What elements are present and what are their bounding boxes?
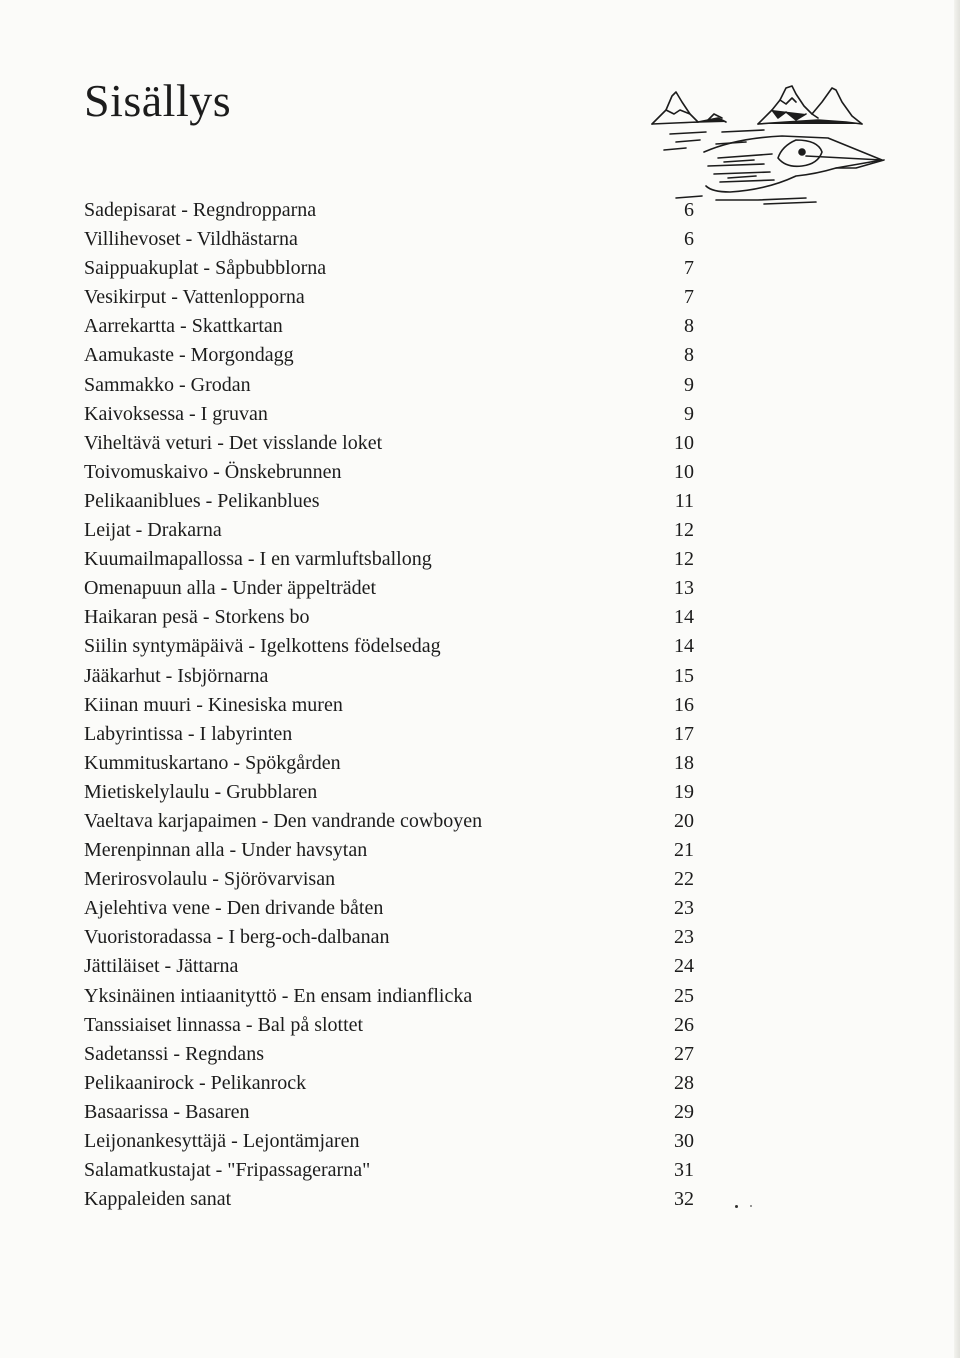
toc-entry-page: 19	[674, 780, 694, 803]
toc-entry-page: 23	[674, 926, 694, 949]
toc-entry	[84, 662, 694, 691]
toc-entry-page: 15	[674, 664, 694, 687]
toc-entry-page: 32	[674, 1188, 694, 1211]
toc-entry	[84, 545, 694, 574]
toc-entry-title: Sammakko - Grodan	[84, 373, 251, 396]
toc-entry-title: Vuoristoradassa - I berg-och-dalbanan	[84, 926, 390, 949]
toc-entry-title: Omenapuun alla - Under äppelträdet	[84, 577, 377, 600]
toc-entry	[84, 603, 694, 632]
toc-entry-title: Leijonankesyttäjä - Lejontämjaren	[84, 1130, 360, 1152]
toc-entry-page: 13	[674, 577, 694, 600]
toc-entry	[84, 283, 694, 312]
toc-entry	[84, 225, 694, 254]
toc-entry	[84, 1069, 694, 1098]
toc-entry	[84, 778, 694, 807]
toc-entry	[84, 1040, 694, 1069]
toc-entry-page: 18	[674, 751, 694, 774]
toc-entry-title: Tanssiaiset linnassa - Bal på slottet	[84, 1013, 364, 1036]
toc-entry	[84, 865, 694, 894]
toc-entry-title: Mietiskelylaulu - Grubblaren	[84, 780, 318, 803]
toc-entry-title: Yksinäinen intiaanityttö - En ensam indianflicka	[84, 984, 473, 1007]
toc-entry-page: 9	[684, 373, 694, 396]
toc-entry-title: Jääkarhut - Isbjörnarna	[84, 664, 269, 687]
toc-entry	[84, 341, 694, 370]
toc-entry-title: Aarrekartta - Skattkartan	[84, 315, 283, 338]
toc-entry-title: Vesikirput - Vattenlopporna	[84, 286, 305, 309]
toc-entry-page: 16	[674, 693, 694, 716]
toc-entry-title: Vaeltava karjapaimen - Den vandrande cowboyen	[84, 809, 483, 832]
toc-entry-page: 31	[674, 1159, 694, 1182]
toc-entry-title: Salamatkustajat - "Fripassagerarna"	[84, 1159, 371, 1182]
toc-entry	[84, 720, 694, 749]
toc-entry-page: 7	[684, 286, 694, 309]
toc-entry-title: Kappaleiden sanat	[84, 1188, 232, 1211]
toc-entry-title: Jättiläiset - Jättarna	[84, 955, 239, 978]
toc-entry-title: Toivomuskaivo - Önskebrunnen	[84, 460, 342, 483]
toc-entry-title: Kuumailmapallossa - I en varmluftsballong	[84, 548, 432, 571]
toc-entry-page: 22	[674, 868, 694, 891]
toc-entry-title: Leijat - Drakarna	[84, 519, 222, 542]
toc-entry-title: Saippuakuplat - Såpbubblorna	[84, 257, 327, 280]
toc-entry-title: Sadetanssi - Regndans	[84, 1042, 264, 1065]
toc-entry-title: Kummituskartano - Spökgården	[84, 751, 341, 774]
toc-entry-title: Ajelehtiva vene - Den drivande båten	[84, 897, 384, 920]
toc-entry-title: Haikaran pesä - Storkens bo	[84, 606, 310, 629]
toc-entry-title: Aamukaste - Morgondagg	[84, 344, 294, 367]
toc-entry-page: 24	[674, 955, 694, 978]
toc-entry	[84, 371, 694, 400]
toc-entry-page: 21	[674, 839, 694, 862]
toc-entry-page: 11	[674, 489, 694, 512]
toc-entry-page: 12	[674, 519, 694, 542]
toc-entry-title: Pelikaanirock - Pelikanrock	[84, 1071, 307, 1094]
toc-entry-page: 25	[674, 984, 694, 1007]
toc-entry-page: 20	[674, 809, 694, 832]
toc-entry	[84, 749, 694, 778]
toc-entry	[84, 894, 694, 923]
ink-speck	[750, 1205, 752, 1207]
toc-entry-title: Merenpinnan alla - Under havsytan	[84, 839, 368, 862]
toc-entry	[84, 1011, 694, 1040]
page-title: Sisällys	[84, 75, 232, 126]
toc-entry	[84, 429, 694, 458]
toc-entry	[84, 632, 694, 661]
toc-entry-page: 14	[674, 606, 694, 629]
toc-entry	[84, 807, 694, 836]
toc-entry-title: Labyrintissa - I labyrinten	[84, 722, 293, 745]
ink-speck	[735, 1205, 738, 1208]
toc-entry	[84, 952, 694, 981]
toc-entry	[84, 923, 694, 952]
toc-entry	[84, 196, 694, 225]
toc-entry-page: 10	[674, 460, 694, 483]
toc-entry-title: Siilin syntymäpäivä - Igelkottens födelsedag	[84, 635, 441, 658]
toc-entry-page: 30	[674, 1130, 694, 1152]
page-edge	[954, 0, 960, 1358]
toc-entry-page: 10	[674, 431, 694, 454]
toc-entry-page: 8	[684, 344, 694, 367]
toc-entry	[84, 574, 694, 603]
toc-entry	[84, 458, 694, 487]
toc-entry-title: Villihevoset - Vildhästarna	[84, 228, 298, 251]
toc-entry-page: 23	[674, 897, 694, 920]
toc-entry-page: 26	[674, 1013, 694, 1036]
table-of-contents	[84, 196, 694, 1214]
toc-entry-page: 14	[674, 635, 694, 658]
toc-entry-page: 7	[684, 257, 694, 280]
toc-entry	[84, 1127, 694, 1156]
toc-entry-page: 12	[674, 548, 694, 571]
toc-entry-page: 6	[684, 228, 694, 251]
toc-entry-page: 6	[684, 199, 694, 221]
toc-entry-page: 29	[674, 1100, 694, 1123]
toc-entry	[84, 312, 694, 341]
toc-entry	[84, 400, 694, 429]
toc-entry-page: 17	[674, 722, 694, 745]
toc-entry	[84, 516, 694, 545]
toc-entry	[84, 982, 694, 1011]
toc-entry-title: Kaivoksessa - I gruvan	[84, 402, 268, 425]
toc-entry-title: Basaarissa - Basaren	[84, 1100, 250, 1123]
toc-entry	[84, 254, 694, 283]
toc-entry	[84, 1156, 694, 1185]
toc-entry	[84, 836, 694, 865]
toc-entry-title: Kiinan muuri - Kinesiska muren	[84, 693, 343, 716]
toc-entry-title: Viheltävä veturi - Det visslande loket	[84, 431, 383, 454]
toc-entry-page: 27	[674, 1042, 694, 1065]
toc-entry	[84, 1185, 694, 1214]
toc-entry-page: 9	[684, 402, 694, 425]
toc-entry	[84, 691, 694, 720]
toc-entry	[84, 487, 694, 516]
toc-entry-title: Sadepisarat - Regndropparna	[84, 199, 317, 221]
toc-entry-title: Merirosvolaulu - Sjörövarvisan	[84, 868, 336, 891]
toc-entry-title: Pelikaaniblues - Pelikanblues	[84, 489, 320, 512]
toc-entry-page: 8	[684, 315, 694, 338]
toc-entry	[84, 1098, 694, 1127]
toc-entry-page: 28	[674, 1071, 694, 1094]
